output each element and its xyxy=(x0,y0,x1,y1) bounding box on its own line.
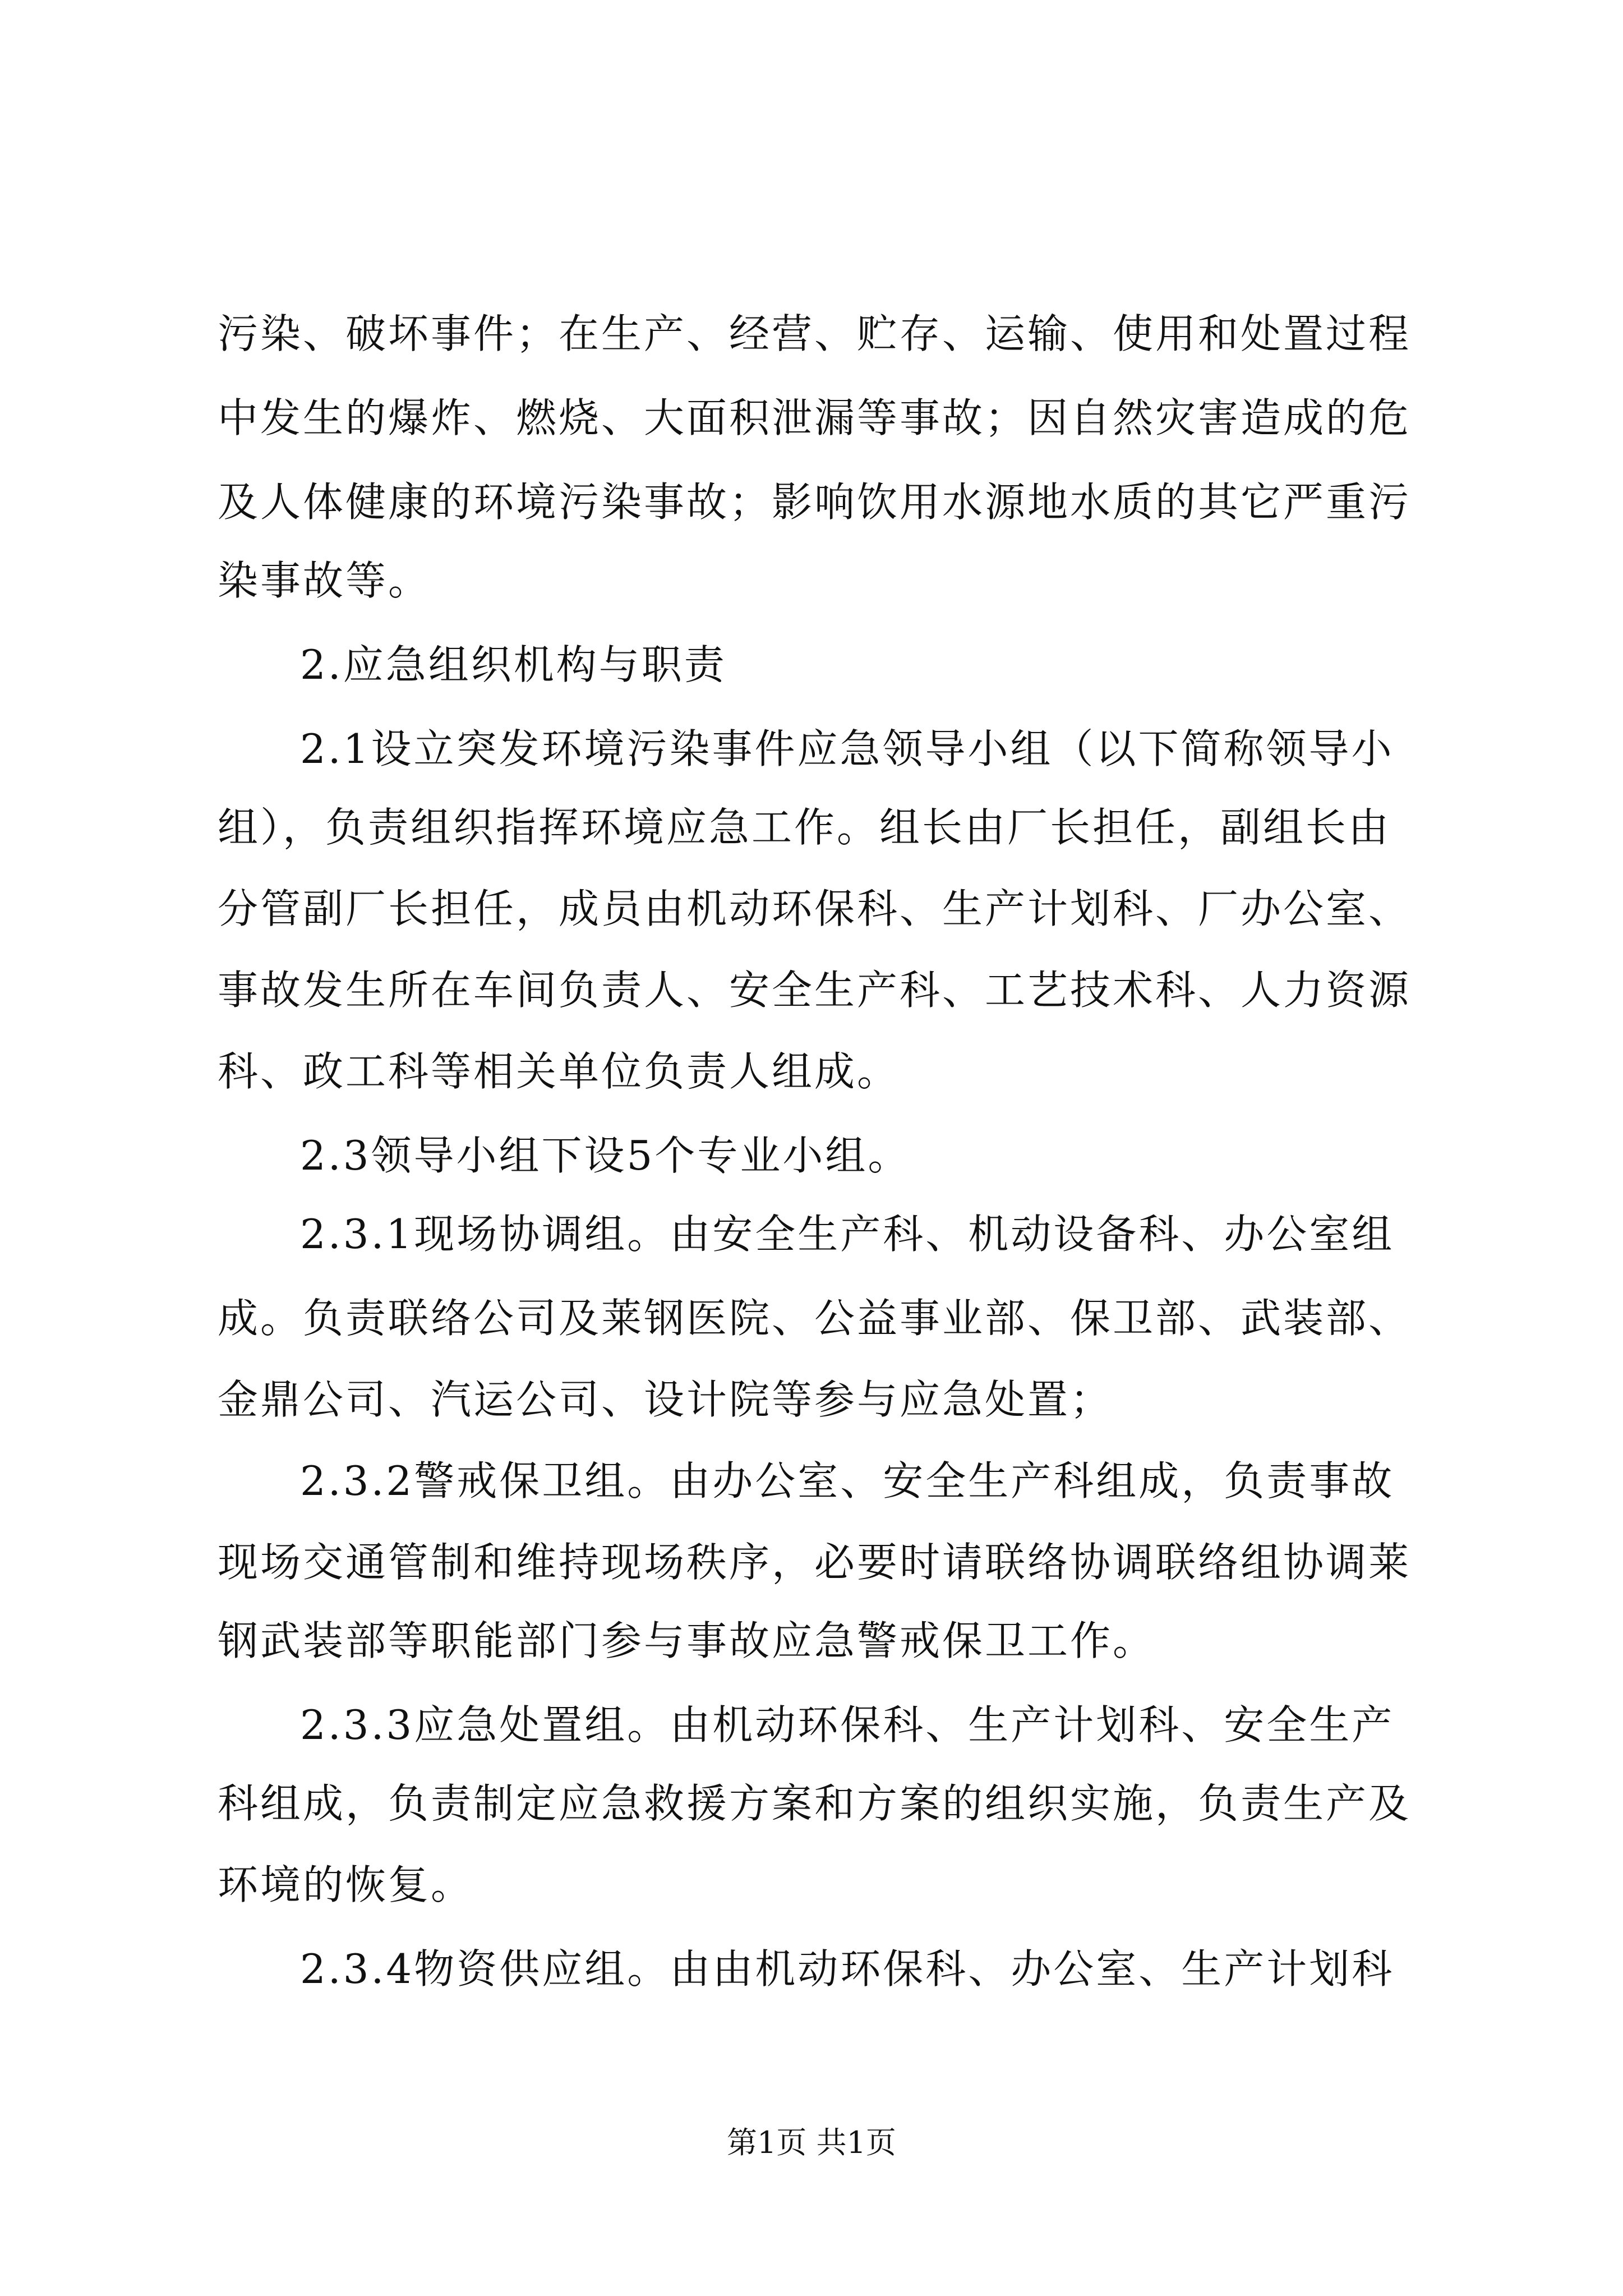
text-line-10: 科、政工科等相关单位负责人组成。 xyxy=(218,1048,900,1095)
text-line-21: 2.3.4物资供应组。由由机动环保科、办公室、生产计划科 xyxy=(300,1945,1395,1993)
text-line-15: 2.3.2警戒保卫组。由办公室、安全生产科组成，负责事故 xyxy=(300,1457,1395,1504)
text-line-16: 现场交通管制和维持现场秩序，必要时请联络协调联络组协调莱 xyxy=(218,1539,1412,1586)
text-line-14: 金鼎公司、汽运公司、设计院等参与应急处置； xyxy=(218,1376,1113,1423)
text-line-19: 科组成，负责制定应急救援方案和方案的组织实施，负责生产及 xyxy=(218,1780,1412,1827)
text-line-20: 环境的恢复。 xyxy=(218,1861,474,1908)
text-line-13: 成。负责联络公司及莱钢医院、公益事业部、保卫部、武装部、 xyxy=(218,1295,1412,1342)
text-line-6: 2.1设立突发环境污染事件应急领导小组（以下简称领导小 xyxy=(300,725,1394,772)
text-line-17: 钢武装部等职能部门参与事故应急警戒保卫工作。 xyxy=(218,1617,1156,1664)
text-line-11: 2.3领导小组下设5个专业小组。 xyxy=(300,1132,911,1179)
text-line-1: 污染、破坏事件；在生产、经营、贮存、运输、使用和处置过程 xyxy=(218,310,1412,357)
text-line-3: 及人体健康的环境污染事故；影响饮用水源地水质的其它严重污 xyxy=(218,478,1412,526)
text-line-7: 组），负责组织指挥环境应急工作。组长由厂长担任，副组长由 xyxy=(218,804,1391,851)
text-line-12: 2.3.1现场协调组。由安全生产科、机动设备科、办公室组 xyxy=(300,1211,1395,1258)
text-line-9: 事故发生所在车间负责人、安全生产科、工艺技术科、人力资源 xyxy=(218,967,1412,1014)
text-line-18: 2.3.3应急处置组。由机动环保科、生产计划科、安全生产 xyxy=(300,1701,1395,1749)
section-heading: 2.应急组织机构与职责 xyxy=(300,641,727,688)
page-footer: 第1页 共1页 xyxy=(727,2125,896,2160)
text-line-2: 中发生的爆炸、燃烧、大面积泄漏等事故；因自然灾害造成的危 xyxy=(218,394,1412,441)
text-line-4: 染事故等。 xyxy=(218,557,431,604)
text-line-8: 分管副厂长担任，成员由机动环保科、生产计划科、厂办公室、 xyxy=(218,885,1412,932)
